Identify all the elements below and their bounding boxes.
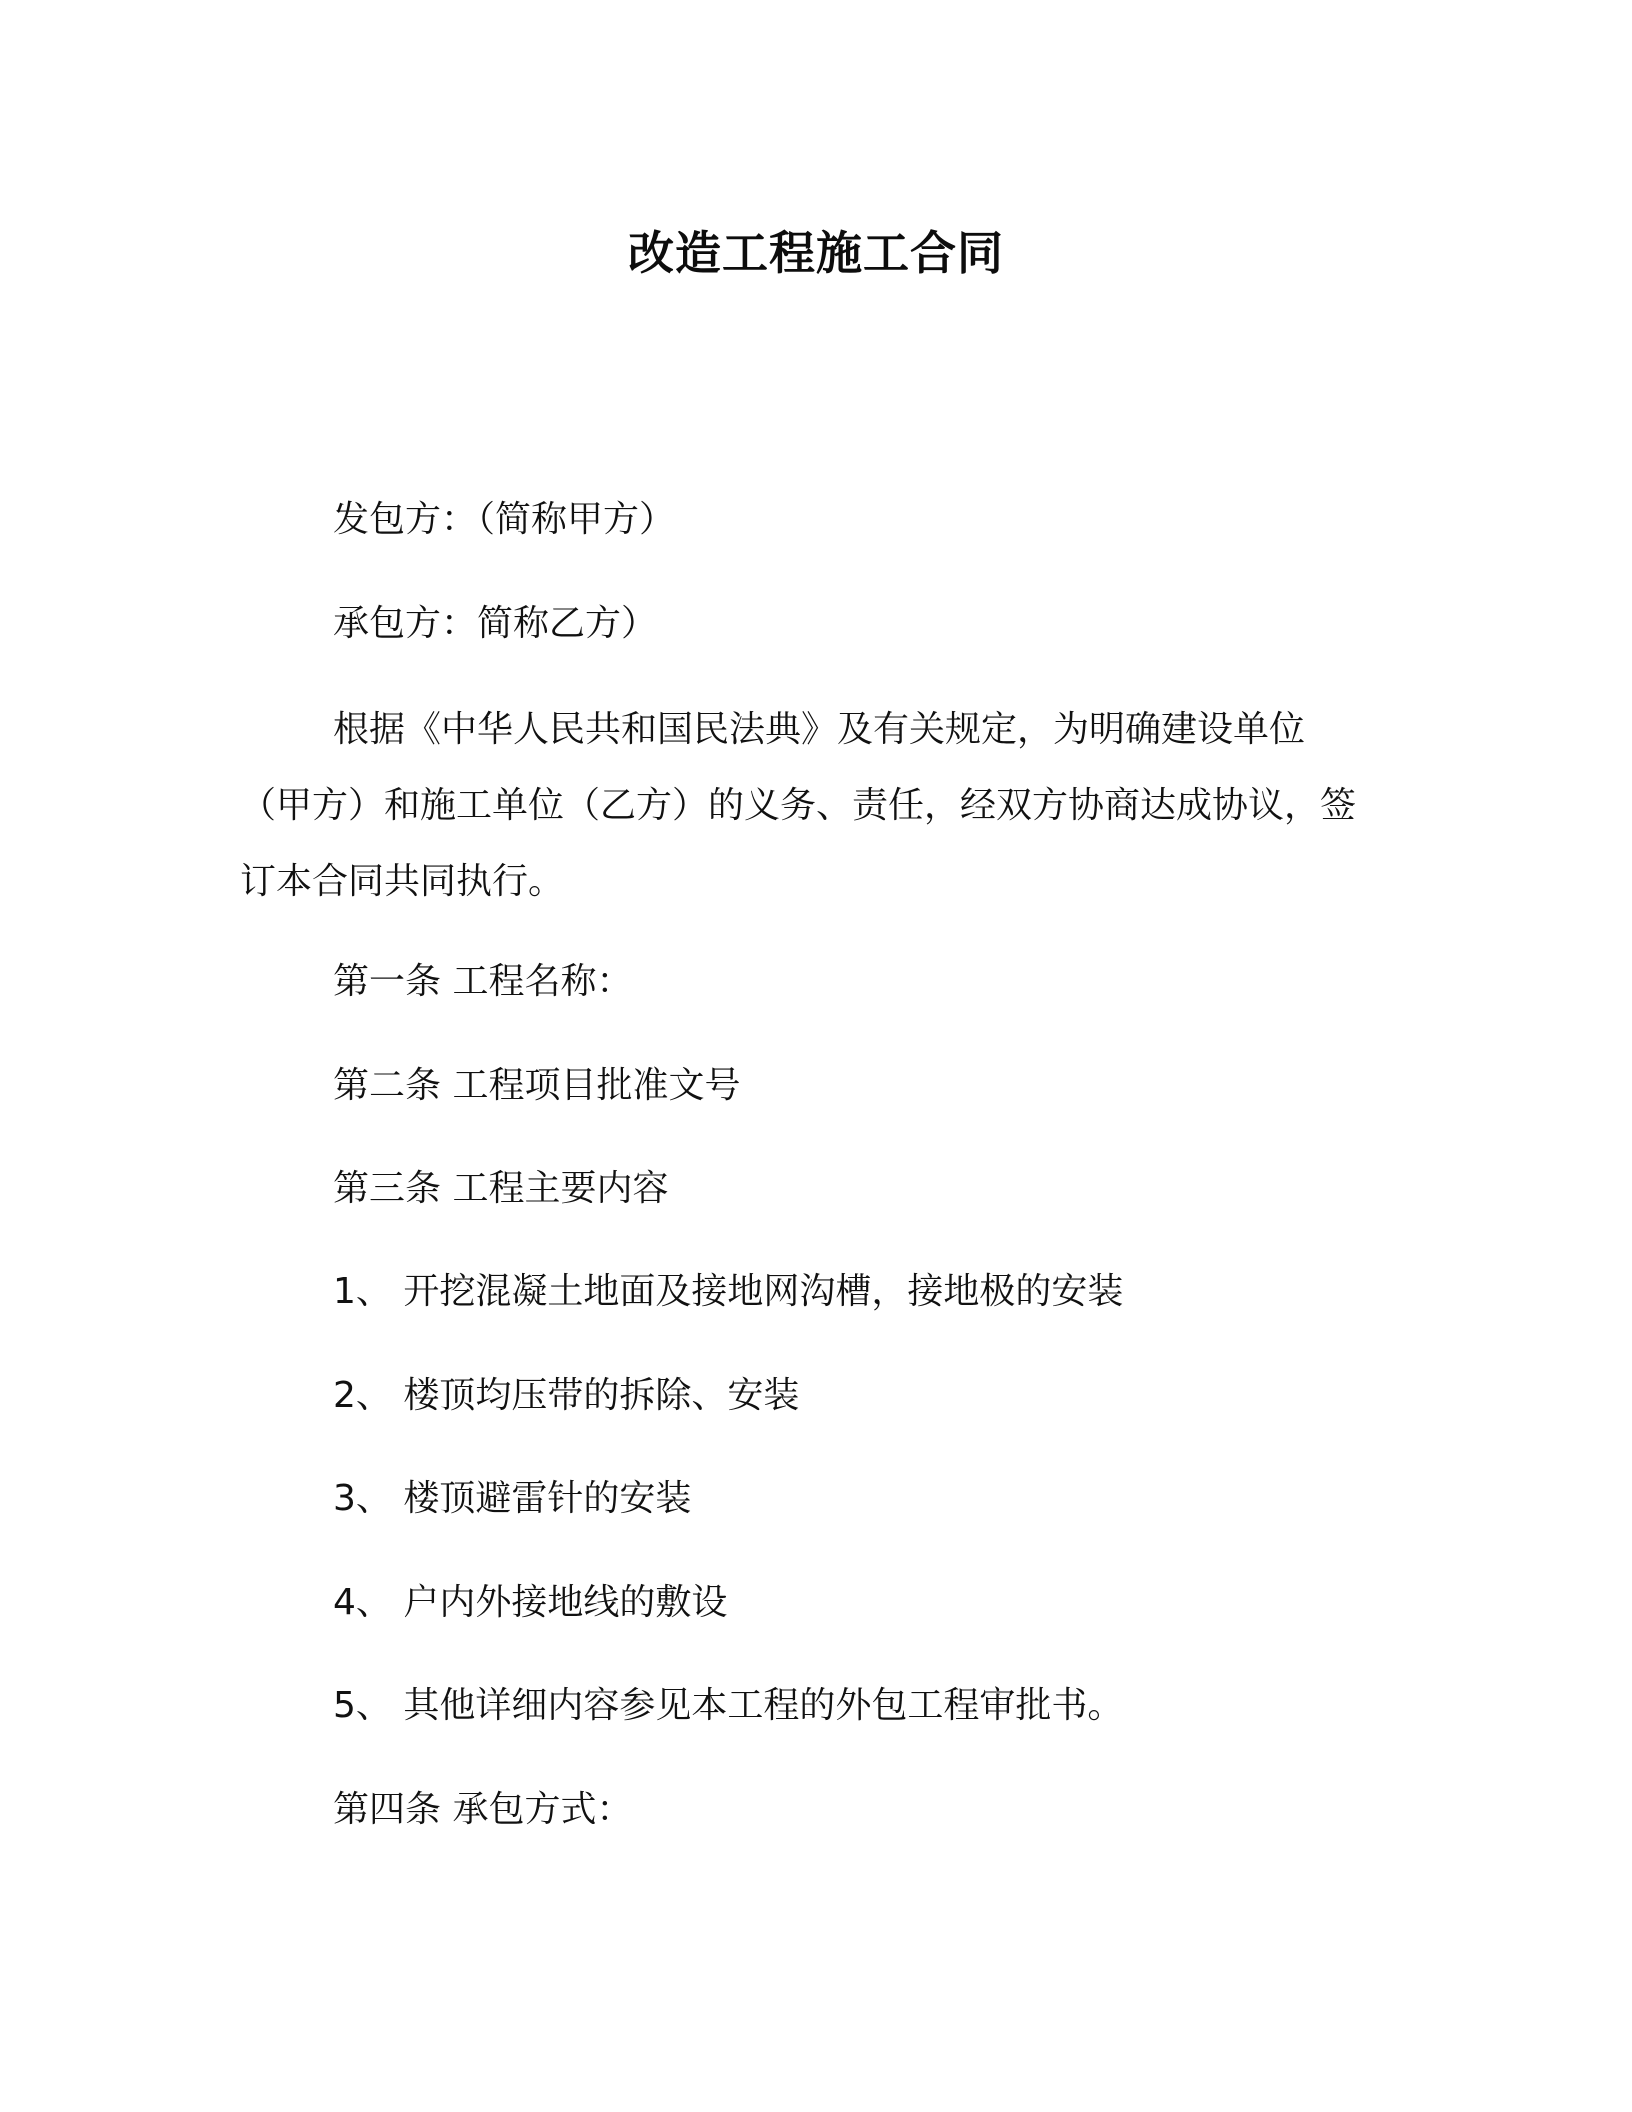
document-title: 改造工程施工合同	[628, 226, 1004, 280]
list-item: 1、 开挖混凝土地面及接地网沟槽，接地极的安装	[333, 1271, 1124, 1312]
article-3-heading: 第三条 工程主要内容	[333, 1168, 669, 1209]
article-2-heading: 第二条 工程项目批准文号	[333, 1065, 741, 1106]
party-a-line: 发包方：（简称甲方）	[333, 499, 676, 540]
preamble-paragraph	[240, 692, 1358, 920]
list-item: 5、 其他详细内容参见本工程的外包工程审批书。	[333, 1685, 1124, 1726]
preamble-text: 根据《中华人民共和国民法典》及有关规定，为明确建设单位（甲方）和施工单位（乙方）的义务、责任，经双方协商达成协议，签订本合同共同执行。	[240, 709, 1357, 902]
list-item: 2、 楼顶均压带的拆除、安装	[333, 1375, 800, 1416]
party-b-line: 承包方：简称乙方）	[333, 603, 658, 644]
list-item: 4、 户内外接地线的敷设	[333, 1582, 728, 1623]
article-1-heading: 第一条 工程名称：	[333, 961, 633, 1002]
list-item: 3、 楼顶避雷针的安装	[333, 1478, 692, 1519]
article-4-heading: 第四条 承包方式：	[333, 1789, 633, 1830]
